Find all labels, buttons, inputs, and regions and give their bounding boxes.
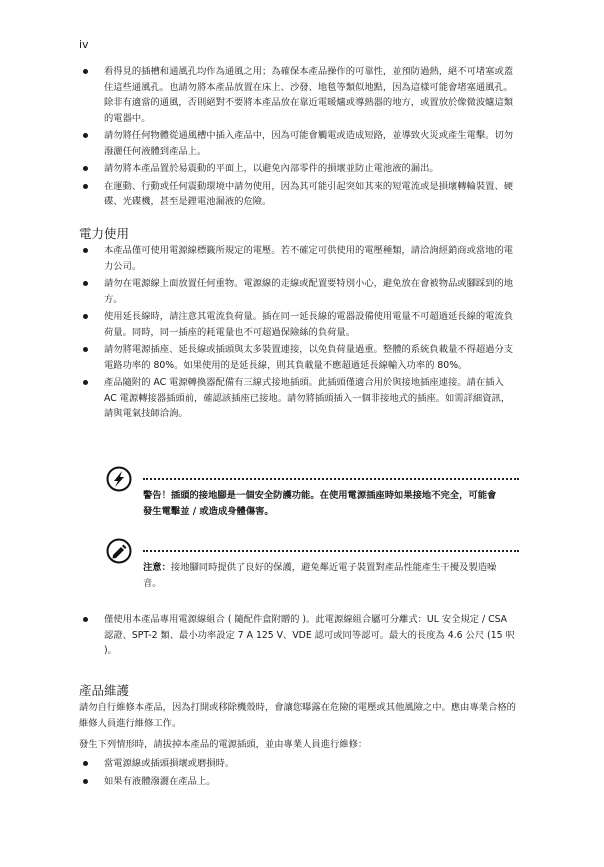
divider <box>143 478 519 480</box>
list-item: 僅使用本產品專用電源線組合 ( 隨配件盒附贈的 )。此電源線組合屬可分離式：UL 安全規定 / CSA 認證、SPT-2 類、最小功率設定 7 A 125 V、VDE 認可或同等認可。最大的長度為 4.6 公尺 (15 呎 )。 <box>79 612 519 659</box>
note-callout <box>79 538 519 600</box>
list-item: 請勿在電源線上面放置任何重物。電源線的走線或配置要特別小心，避免放在會被物品或腳踩到的地方。 <box>79 276 519 307</box>
divider <box>143 550 519 552</box>
list-item: 請勿將任何物體從通風槽中插入產品中，因為可能會觸電或造成短路，並導致火災或產生電擊。切勿潑灑任何液體到產品上。 <box>79 128 519 159</box>
list-item: 產品隨附的 AC 電源轉換器配備有三線式接地插頭。此插頭僅適合用於與接地插座連接。請在插入 AC 電源轉接器插頭前，確認該插座已接地。請勿將插頭插入一個非接地式的插座。如需詳細資訊，請與電氣技師洽詢。 <box>79 375 519 422</box>
note-pencil-icon <box>106 538 132 564</box>
ventilation-bullets <box>79 64 519 212</box>
note-text <box>143 560 503 591</box>
list-item: 在運動、行動或任何震動環境中請勿使用，因為其可能引起突如其來的短電流或是損壞轉輪裝置、硬碟、光碟機，甚至是鋰電池漏液的危險。 <box>79 179 519 210</box>
power-cord-bullet <box>79 612 519 661</box>
list-item: 看得見的插槽和通風孔均作為通風之用；為確保本產品操作的可靠性，並預防過熱，絕不可堵塞或蓋住這些通風孔。也請勿將本產品放置在床上、沙發、地毯等類似地點，因為這樣可能會堵塞通風孔。除非有適當的通風，否則絕對不要將本產品放在靠近電暖爐或導熱器的地方，或置放於像微波爐這類的電器中。 <box>79 64 519 126</box>
list-item: 使用延長線時，請注意其電流負荷量。插在同一延長線的電器設備使用電量不可超過延長線的電流負荷量。同時，同一插座的耗電量也不可超過保險絲的負荷量。 <box>79 309 519 340</box>
list-item: 當電源線或插頭損壞或磨損時。 <box>79 756 519 772</box>
list-item: 請勿將電源插座、延長線或插頭與太多裝置連接，以免負荷量過重。整體的系統負載量不得超過分支電路功率的 80%。如果使用的是延長線，則其負載量不應超過延長線輸入功率的 80%。 <box>79 342 519 373</box>
note-label: 注意： <box>143 562 171 573</box>
maintenance-paragraph: 請勿自行維修本產品，因為打開或移除機殼時，會讓您曝露在危險的電壓或其他風險之中。應由專業合格的維修人員進行維修工作。 <box>79 702 516 729</box>
page-number: iv <box>79 38 89 51</box>
power-usage-bullets <box>79 243 519 424</box>
maintenance-bullets <box>79 756 519 791</box>
warning-text: 警告！插頭的接地腳是一個安全防護功能。在使用電源插座時如果接地不完全，可能會發生電擊並 / 或造成身體傷害。 <box>143 490 497 517</box>
product-maintenance-heading: 產品維護 <box>79 683 130 698</box>
list-item: 請勿將本產品置於易震動的平面上，以避免內部零件的損壞並防止電池液的漏出。 <box>79 161 519 177</box>
list-item: 本產品僅可使用電源線標籤所規定的電壓。若不確定可供使用的電壓種類，請洽詢經銷商或當地的電力公司。 <box>79 243 519 274</box>
maintenance-instruction: 發生下列情形時，請拔掉本產品的電源插頭，並由專業人員進行維修： <box>79 739 368 750</box>
lightning-warning-icon <box>106 466 132 492</box>
note-body: 接地腳同時提供了良好的保護，避免鄰近電子裝置對產品性能產生干擾及製造噪音。 <box>143 562 497 589</box>
list-item: 如果有液體潑灑在產品上。 <box>79 774 519 790</box>
power-usage-heading: 電力使用 <box>79 226 130 241</box>
warning-callout <box>79 466 519 526</box>
